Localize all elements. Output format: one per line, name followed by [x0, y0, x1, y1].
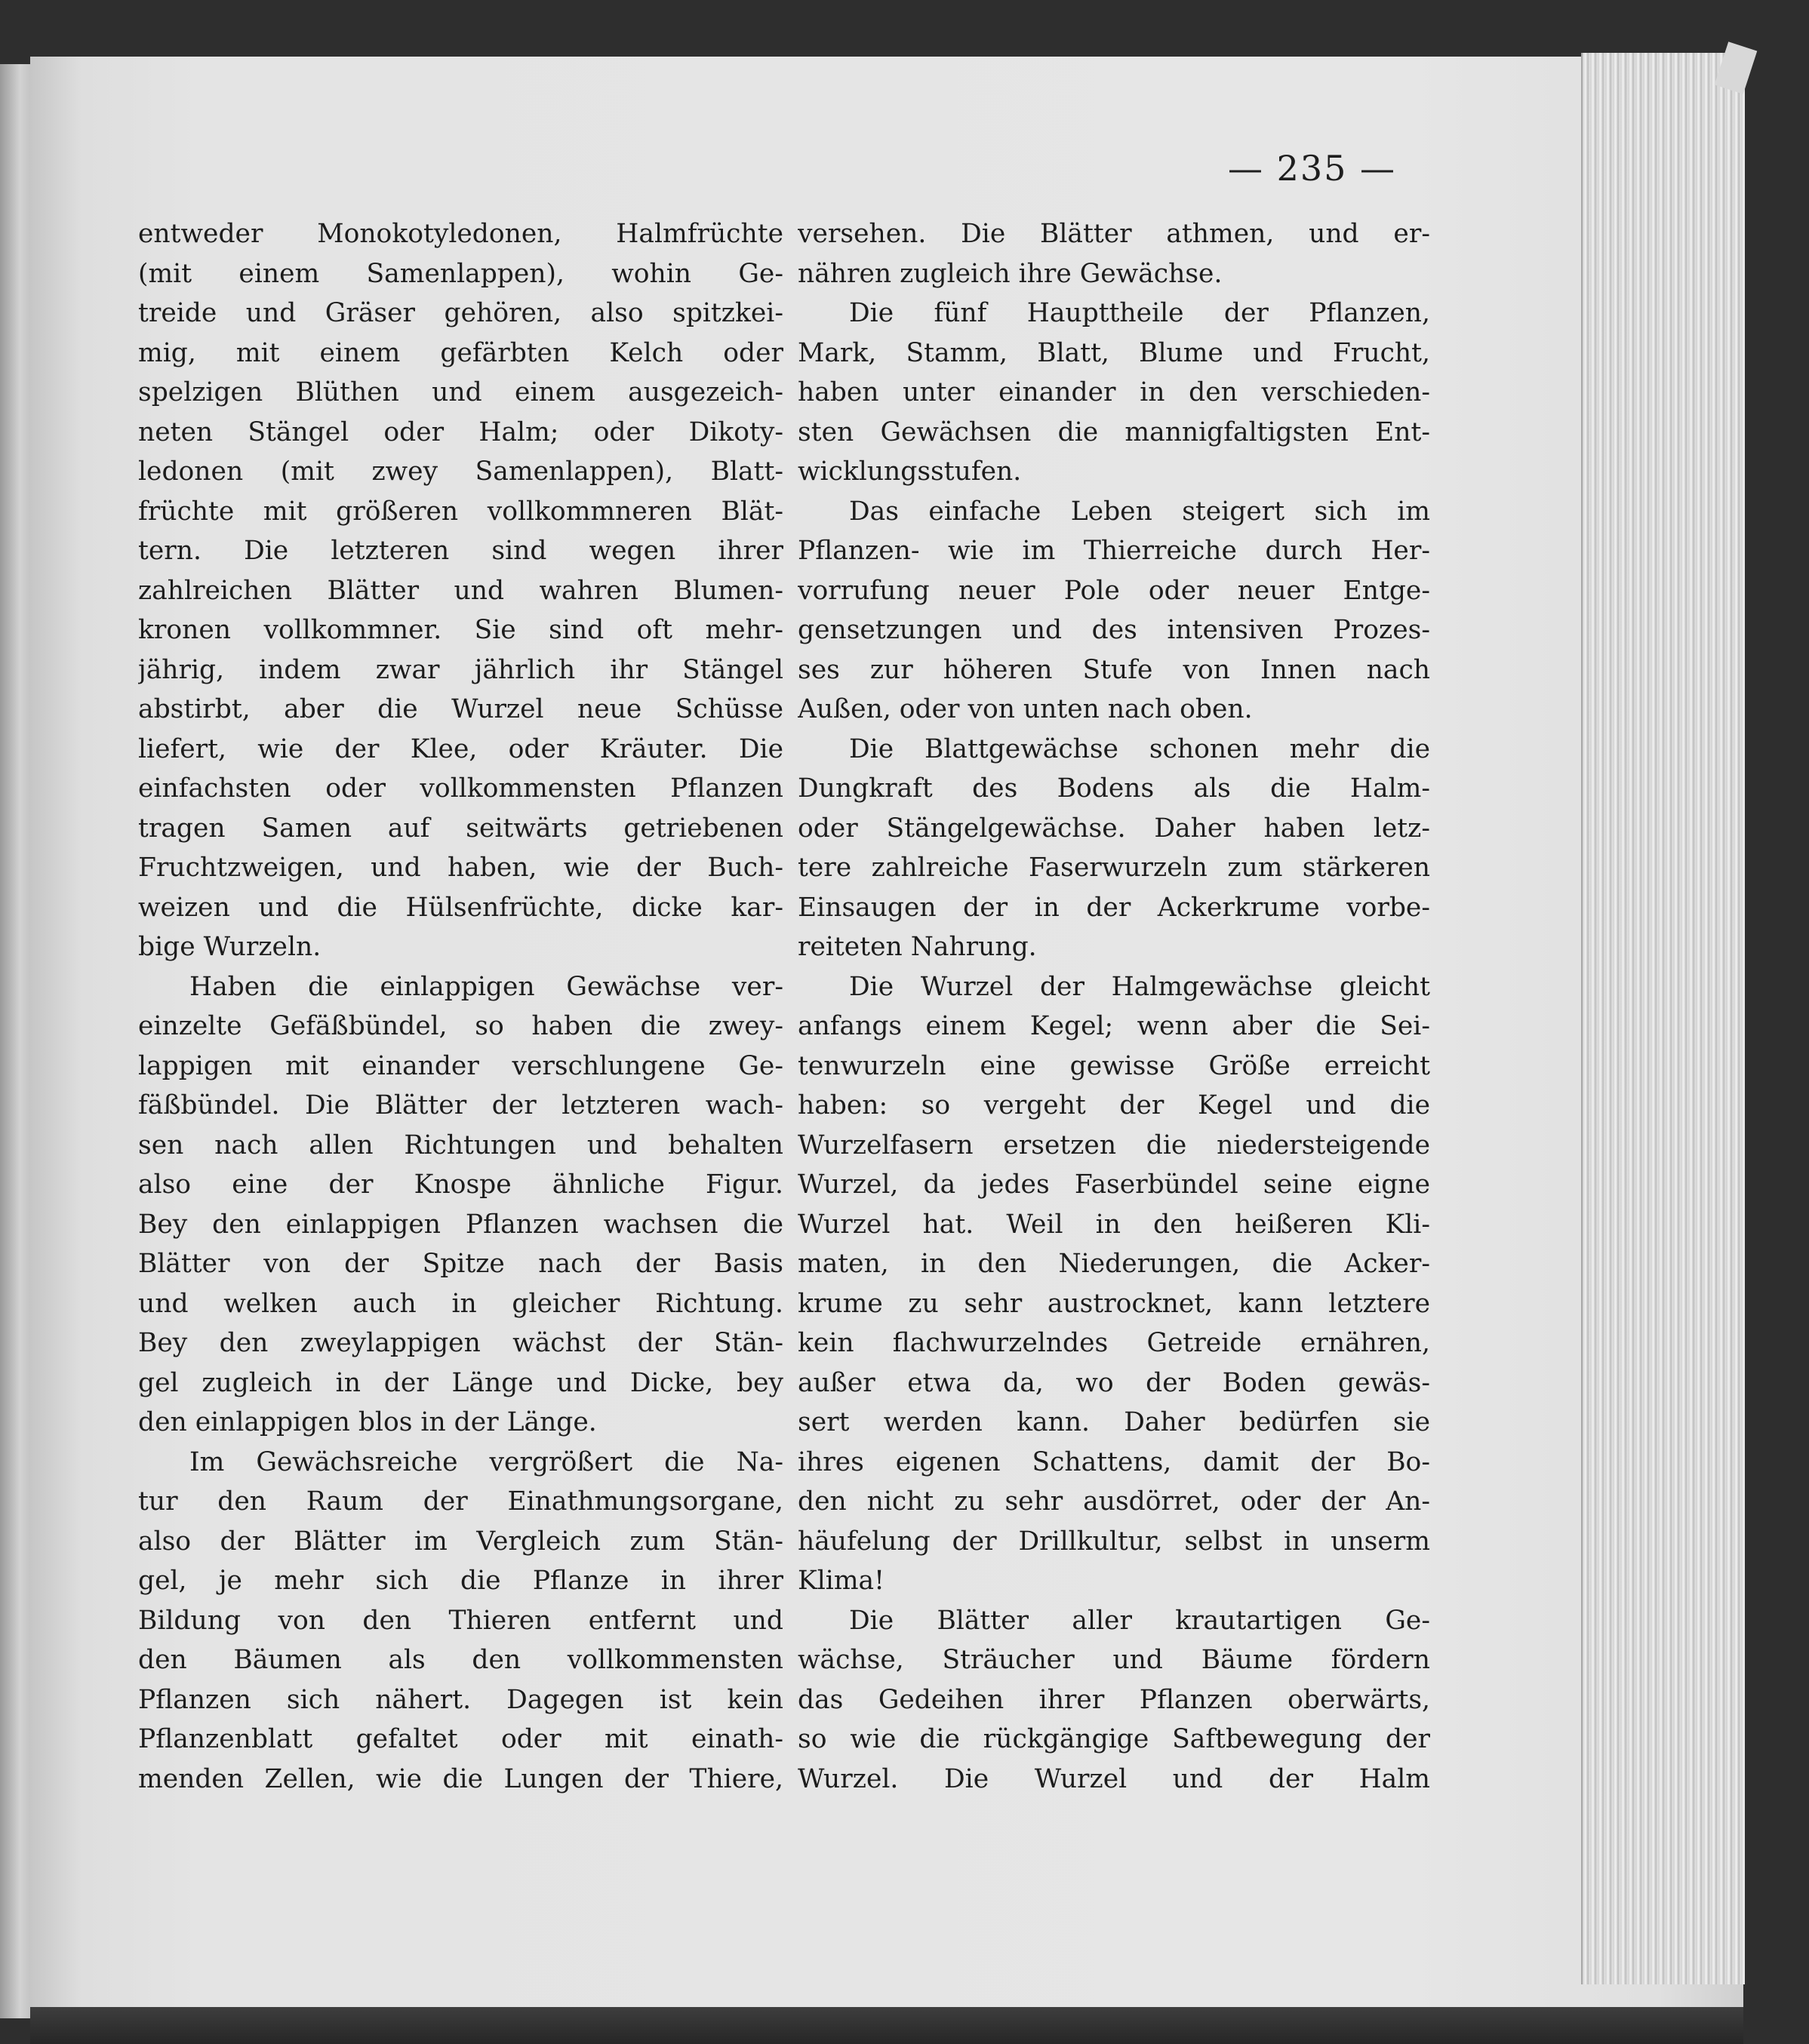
text-line: Wurzel. Die Wurzel und der Halm	[798, 1763, 1430, 1794]
text-line: einfachsten oder vollkommensten Pflanzen	[138, 773, 783, 804]
text-line: Wurzel hat. Weil in den heißeren Kli-	[798, 1209, 1430, 1240]
text-line: wicklungsstufen.	[798, 456, 1022, 487]
text-line: lappigen mit einander verschlungene Ge-	[138, 1050, 783, 1081]
text-line: gensetzungen und des intensiven Prozes-	[798, 615, 1430, 645]
text-line: tern. Die letzteren sind wegen ihrer	[138, 536, 783, 566]
page-header	[0, 148, 1809, 189]
text-line: anfangs einem Kegel; wenn aber die Sei-	[798, 1011, 1430, 1041]
text-line: sen nach allen Richtungen und behalten	[138, 1130, 783, 1160]
text-line: zahlreichen Blätter und wahren Blumen-	[138, 575, 783, 606]
text-line: einzelte Gefäßbündel, so haben die zwey-	[138, 1011, 783, 1041]
text-line: treide und Gräser gehören, also spitzkei-	[138, 298, 783, 328]
text-line: früchte mit größeren vollkommneren Blät-	[138, 496, 783, 527]
text-line: reiteten Nahrung.	[798, 932, 1037, 962]
text-line: also eine der Knospe ähnliche Figur.	[138, 1170, 783, 1200]
text-line: Wurzel, da jedes Faserbündel seine eigne	[798, 1170, 1430, 1200]
text-line: Einsaugen der in der Ackerkrume vorbe-	[798, 892, 1430, 923]
text-line: häufelung der Drillkultur, selbst in unserm	[798, 1526, 1430, 1557]
text-line: ihres eigenen Schattens, damit der Bo-	[798, 1446, 1430, 1477]
text-line: tur den Raum der Einathmungsorgane,	[138, 1486, 783, 1517]
text-line: Pflanzen sich nähert. Dagegen ist kein	[138, 1684, 783, 1715]
text-line: sert werden kann. Daher bedürfen sie	[798, 1407, 1430, 1437]
text-line: das Gedeihen ihrer Pflanzen oberwärts,	[798, 1684, 1430, 1715]
text-line: abstirbt, aber die Wurzel neue Schüsse	[138, 694, 783, 724]
text-line: Die Blattgewächse schonen mehr die	[849, 733, 1430, 764]
text-line: kein flachwurzelndes Getreide ernähren,	[798, 1328, 1430, 1358]
text-line: oder Stängelgewächse. Daher haben letz-	[798, 813, 1430, 844]
text-line: und welken auch in gleicher Richtung.	[138, 1288, 783, 1319]
page-shadow	[30, 2007, 1743, 2044]
text-line: bige Wurzeln.	[138, 932, 321, 962]
text-line: jährig, indem zwar jährlich ihr Stängel	[138, 654, 783, 685]
text-line: Pflanzenblatt gefaltet oder mit einath-	[138, 1724, 783, 1754]
text-line: Die Wurzel der Halmgewächse gleicht	[849, 971, 1430, 1002]
text-line: entweder Monokotyledonen, Halmfrüchte	[138, 219, 783, 249]
text-line: Klima!	[798, 1566, 885, 1596]
text-line: so wie die rückgängige Saftbewegung der	[798, 1724, 1430, 1754]
text-line: haben: so vergeht der Kegel und die	[798, 1090, 1430, 1120]
text-line: Dungkraft des Bodens als die Halm-	[798, 773, 1430, 804]
text-line: Außen, oder von unten nach oben.	[798, 694, 1253, 724]
text-line: Bildung von den Thieren entfernt und	[138, 1605, 783, 1636]
page-number: — 235 —	[1227, 148, 1397, 189]
text-line: Die Blätter aller krautartigen Ge-	[849, 1605, 1430, 1636]
text-line: nähren zugleich ihre Gewächse.	[798, 258, 1223, 289]
text-line: kronen vollkommner. Sie sind oft mehr-	[138, 615, 783, 645]
right-text-column	[798, 214, 1430, 1799]
text-line: Haben die einlappigen Gewächse ver-	[189, 971, 783, 1002]
text-line: den nicht zu sehr ausdörret, oder der An-	[798, 1486, 1430, 1517]
text-line: also der Blätter im Vergleich zum Stän-	[138, 1526, 783, 1557]
text-line: tragen Samen auf seitwärts getriebenen	[138, 813, 783, 844]
text-line: ses zur höheren Stufe von Innen nach	[798, 654, 1430, 685]
text-line: Bey den einlappigen Pflanzen wachsen die	[138, 1209, 783, 1240]
text-line: tere zahlreiche Faserwurzeln zum stärkeren	[798, 853, 1430, 883]
text-line: Im Gewächsreiche vergrößert die Na-	[189, 1446, 783, 1477]
text-line: sten Gewächsen die mannigfaltigsten Ent-	[798, 416, 1430, 447]
text-line: liefert, wie der Klee, oder Kräuter. Die	[138, 733, 783, 764]
text-line: spelzigen Blüthen und einem ausgezeich-	[138, 377, 783, 407]
text-line: gel, je mehr sich die Pflanze in ihrer	[138, 1566, 783, 1596]
text-line: wächse, Sträucher und Bäume fördern	[798, 1645, 1430, 1675]
text-line: versehen. Die Blätter athmen, und er-	[798, 219, 1430, 249]
text-line: außer etwa da, wo der Boden gewäs-	[798, 1367, 1430, 1398]
text-line: maten, in den Niederungen, die Acker-	[798, 1249, 1430, 1279]
text-line: krume zu sehr austrocknet, kann letztere	[798, 1288, 1430, 1319]
text-line: fäßbündel. Die Blätter der letzteren wach-	[138, 1090, 783, 1120]
text-line: (mit einem Samenlappen), wohin Ge-	[138, 258, 783, 289]
text-line: Blätter von der Spitze nach der Basis	[138, 1249, 783, 1279]
text-line: menden Zellen, wie die Lungen der Thiere,	[138, 1763, 783, 1794]
text-line: Bey den zweylappigen wächst der Stän-	[138, 1328, 783, 1358]
text-line: neten Stängel oder Halm; oder Dikoty-	[138, 416, 783, 447]
text-line: weizen und die Hülsenfrüchte, dicke kar-	[138, 892, 783, 923]
text-line: Die fünf Haupttheile der Pflanzen,	[849, 298, 1430, 328]
stacked-page-edges	[1581, 53, 1745, 1984]
text-line: gel zugleich in der Länge und Dicke, bey	[138, 1367, 783, 1398]
text-line: den einlappigen blos in der Länge.	[138, 1407, 597, 1437]
text-line: Fruchtzweigen, und haben, wie der Buch-	[138, 853, 783, 883]
text-line: tenwurzeln eine gewisse Größe erreicht	[798, 1050, 1430, 1081]
text-line: Wurzelfasern ersetzen die niedersteigende	[798, 1130, 1430, 1160]
text-line: Pflanzen- wie im Thierreiche durch Her-	[798, 536, 1430, 566]
text-line: Das einfache Leben steigert sich im	[849, 496, 1430, 527]
text-line: den Bäumen als den vollkommensten	[138, 1645, 783, 1675]
left-text-column	[138, 214, 783, 1799]
text-line: vorrufung neuer Pole oder neuer Entge-	[798, 575, 1430, 606]
text-line: haben unter einander in den verschieden-	[798, 377, 1430, 407]
text-line: Mark, Stamm, Blatt, Blume und Frucht,	[798, 337, 1430, 368]
text-line: ledonen (mit zwey Samenlappen), Blatt-	[138, 456, 783, 487]
text-line: mig, mit einem gefärbten Kelch oder	[138, 337, 783, 368]
